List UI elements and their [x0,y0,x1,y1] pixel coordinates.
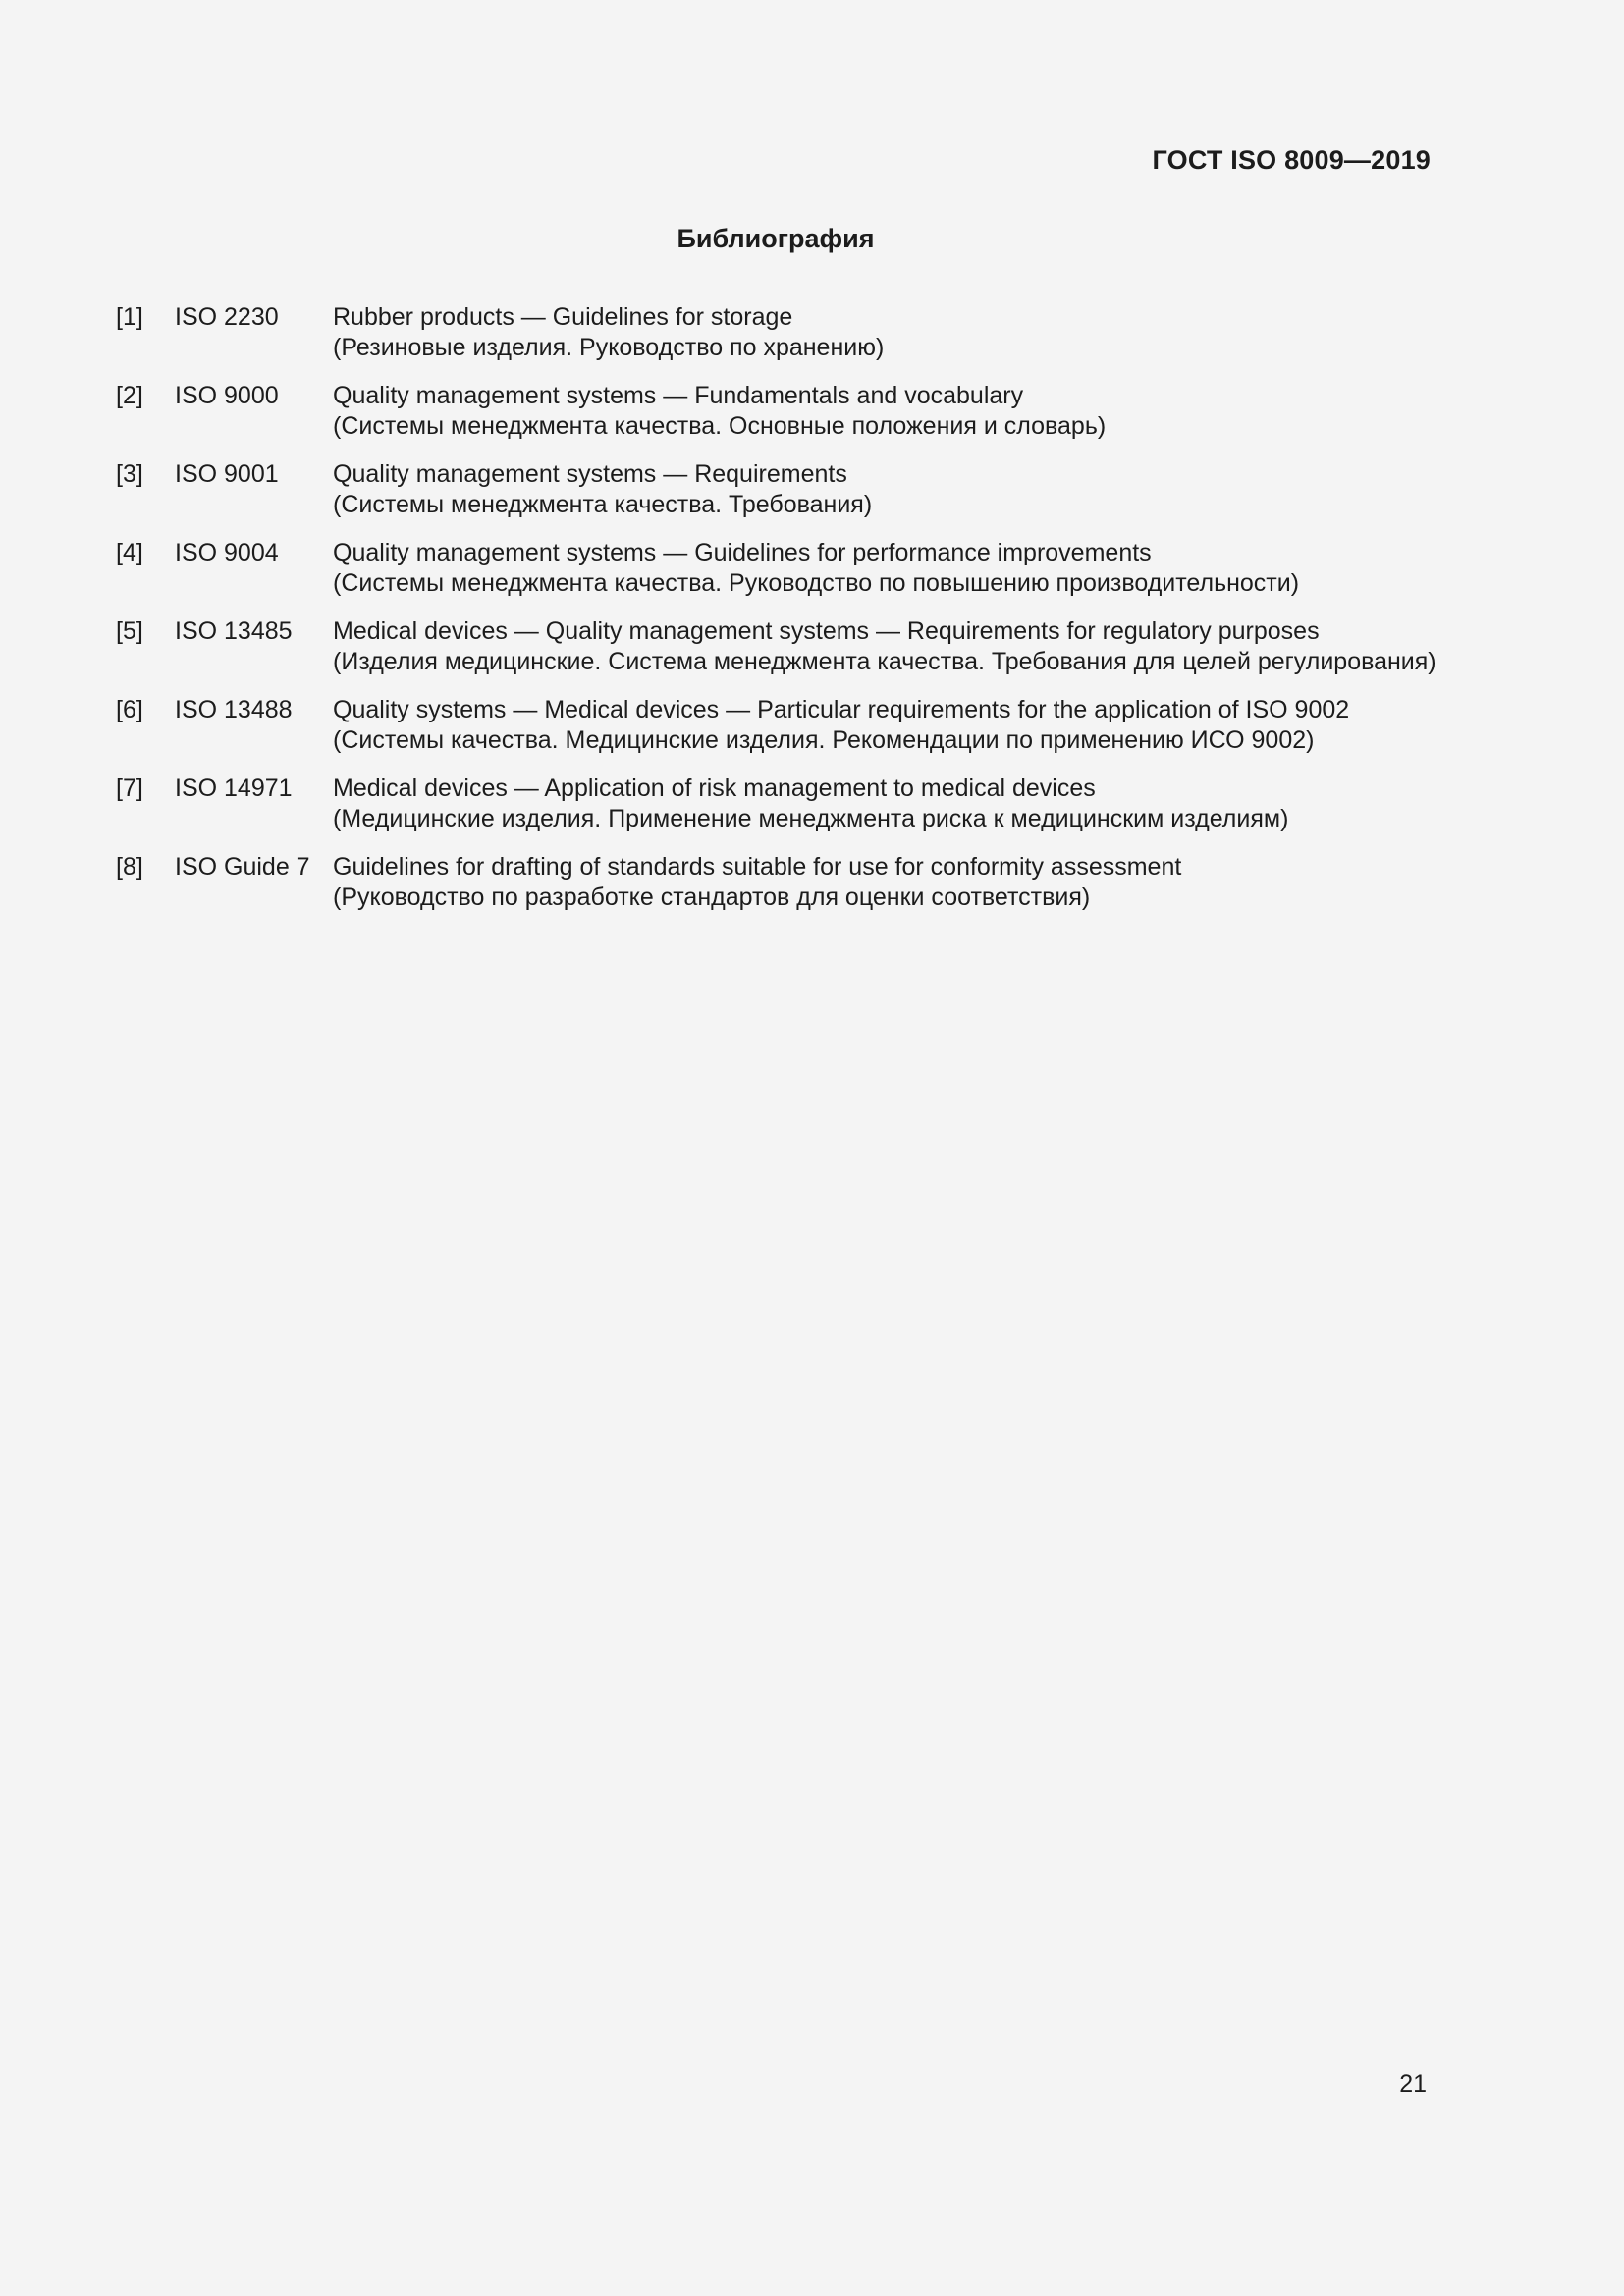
page-number: 21 [1399,2070,1427,2098]
reference-code: ISO Guide 7 [175,853,310,881]
reference-code: ISO 2230 [175,303,279,331]
section-title: Библиография [677,224,875,253]
bibliography-entry [116,459,1481,538]
bibliography-entry [116,774,1481,852]
reference-title-en: Medical devices — Quality management systems — Requirements for regulatory purposes [333,617,1320,645]
reference-code: ISO 9004 [175,539,279,566]
reference-number: [2] [116,382,143,409]
reference-title-ru: (Резиновые изделия. Руководство по хранению) [333,334,885,361]
reference-title [333,302,1481,363]
bibliography-entry [116,302,1481,381]
reference-title-ru: (Изделия медицинские. Система менеджмента качества. Требования для целей регулирования) [333,648,1436,675]
bibliography-list [116,302,1481,931]
reference-title-en: Guidelines for drafting of standards suitable for use for conformity assessment [333,853,1182,881]
bibliography-entry [116,538,1481,616]
reference-title-en: Rubber products — Guidelines for storage [333,303,793,331]
reference-title-ru: (Системы менеджмента качества. Руководство по повышению производительности) [333,569,1300,597]
reference-code: ISO 13485 [175,617,293,645]
reference-number: [6] [116,696,143,723]
reference-title-en: Quality management systems — Requirements [333,460,847,488]
reference-number: [7] [116,774,143,802]
standard-designation: ГОСТ ISO 8009—2019 [1152,145,1431,175]
bibliography-entry [116,695,1481,774]
reference-title [333,695,1481,756]
reference-title [333,538,1481,599]
reference-number: [1] [116,303,143,331]
reference-code: ISO 9000 [175,382,279,409]
bibliography-entry [116,852,1481,931]
reference-number: [5] [116,617,143,645]
reference-title [333,381,1481,442]
reference-title-ru: (Системы менеджмента качества. Требования) [333,491,873,518]
reference-title [333,616,1481,677]
reference-title-en: Quality systems — Medical devices — Particular requirements for the application of ISO 9002 [333,696,1350,723]
reference-title-ru: (Системы качества. Медицинские изделия. Рекомендации по применению ИСО 9002) [333,726,1315,754]
reference-code: ISO 13488 [175,696,293,723]
reference-code: ISO 9001 [175,460,279,488]
reference-title-ru: (Медицинские изделия. Применение менеджмента риска к медицинским изделиям) [333,805,1289,832]
reference-title [333,459,1481,520]
reference-number: [4] [116,539,143,566]
reference-title-en: Quality management systems — Fundamentals and vocabulary [333,382,1024,409]
reference-title-ru: (Системы менеджмента качества. Основные положения и словарь) [333,412,1107,440]
reference-code: ISO 14971 [175,774,293,802]
reference-number: [3] [116,460,143,488]
bibliography-entry [116,616,1481,695]
reference-title [333,774,1481,834]
reference-title [333,852,1481,913]
reference-title-en: Medical devices — Application of risk management to medical devices [333,774,1096,802]
reference-title-ru: (Руководство по разработке стандартов для оценки соответствия) [333,883,1091,911]
reference-number: [8] [116,853,143,881]
bibliography-entry [116,381,1481,459]
reference-title-en: Quality management systems — Guidelines for performance improvements [333,539,1152,566]
